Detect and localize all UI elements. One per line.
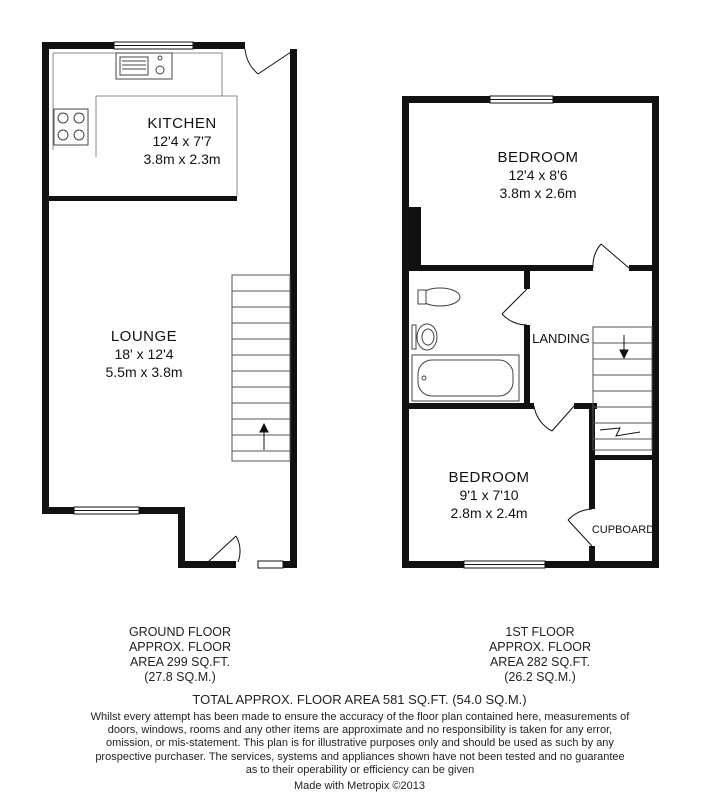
sink-icon (116, 53, 172, 79)
first-floor-caption (420, 625, 660, 685)
kitchen-name: KITCHEN (147, 115, 217, 132)
first-caption-line-3: AREA 282 SQ.FT. (489, 655, 591, 669)
bedroom-2-dim-metric: 2.8m x 2.4m (450, 505, 528, 521)
stair-up-arrow-icon (260, 424, 268, 450)
ground-caption-line-3: AREA 299 SQ.FT. (129, 655, 231, 669)
landing-label: LANDING (532, 331, 590, 346)
ground-staircase (232, 275, 290, 461)
kitchen-dim-metric: 3.8m x 2.3m (143, 151, 221, 167)
first-staircase (593, 327, 652, 450)
bath-icon (412, 355, 519, 401)
kitchen-door (245, 49, 291, 74)
bedroom-2-name: BEDROOM (448, 469, 530, 486)
first-caption-line-4: (26.2 SQ.M.) (504, 670, 576, 684)
first-floor-doors (502, 244, 629, 546)
first-caption-line-1: 1ST FLOOR (505, 625, 575, 639)
lounge-dim-imperial: 18' x 12'4 (114, 346, 174, 362)
ground-caption-line-1: GROUND FLOOR (128, 625, 232, 639)
first-floor-plan (402, 96, 659, 568)
kitchen-dim-imperial: 12'4 x 7'7 (152, 133, 212, 149)
bedroom-1-dim-metric: 3.8m x 2.6m (499, 185, 577, 201)
bedroom-2-dim-imperial: 9'1 x 7'10 (459, 487, 519, 503)
first-caption-line-2: APPROX. FLOOR (488, 640, 592, 654)
total-floor-area: TOTAL APPROX. FLOOR AREA 581 SQ.FT. (54.0 SQ.M.) (192, 692, 527, 707)
hob-icon (54, 109, 88, 145)
bedroom-1-dim-imperial: 12'4 x 8'6 (508, 167, 568, 183)
front-door (207, 536, 240, 563)
credit-text: Made with Metropix ©2013 (293, 780, 425, 792)
ground-caption-line-4: (27.8 SQ.M.) (144, 670, 216, 684)
bedroom-1-name: BEDROOM (497, 149, 579, 166)
ground-floor-caption (60, 625, 300, 685)
stair-down-arrow-icon (620, 335, 628, 358)
lounge-dim-metric: 5.5m x 3.8m (105, 364, 183, 380)
basin-icon (412, 324, 437, 350)
disclaimer-text: Whilst every attempt has been made to ensure the accuracy of the floor plan contained here, measurements of doors, windows, rooms and any other items are approximate and no responsibility is taken for any error, omission, or mis-statement. This plan is for illustrative purposes only and should be used as such by any prospective purchaser. The services, systems and appliances shown have not been tested and no guarantee as to their operability or efficiency can be given (90, 711, 630, 776)
cupboard-label: CUPBOARD (591, 524, 655, 536)
toilet-icon (418, 288, 460, 306)
ground-floor-plan (42, 42, 297, 568)
ground-caption-line-2: APPROX. FLOOR (128, 640, 232, 654)
lounge-name: LOUNGE (110, 328, 178, 345)
